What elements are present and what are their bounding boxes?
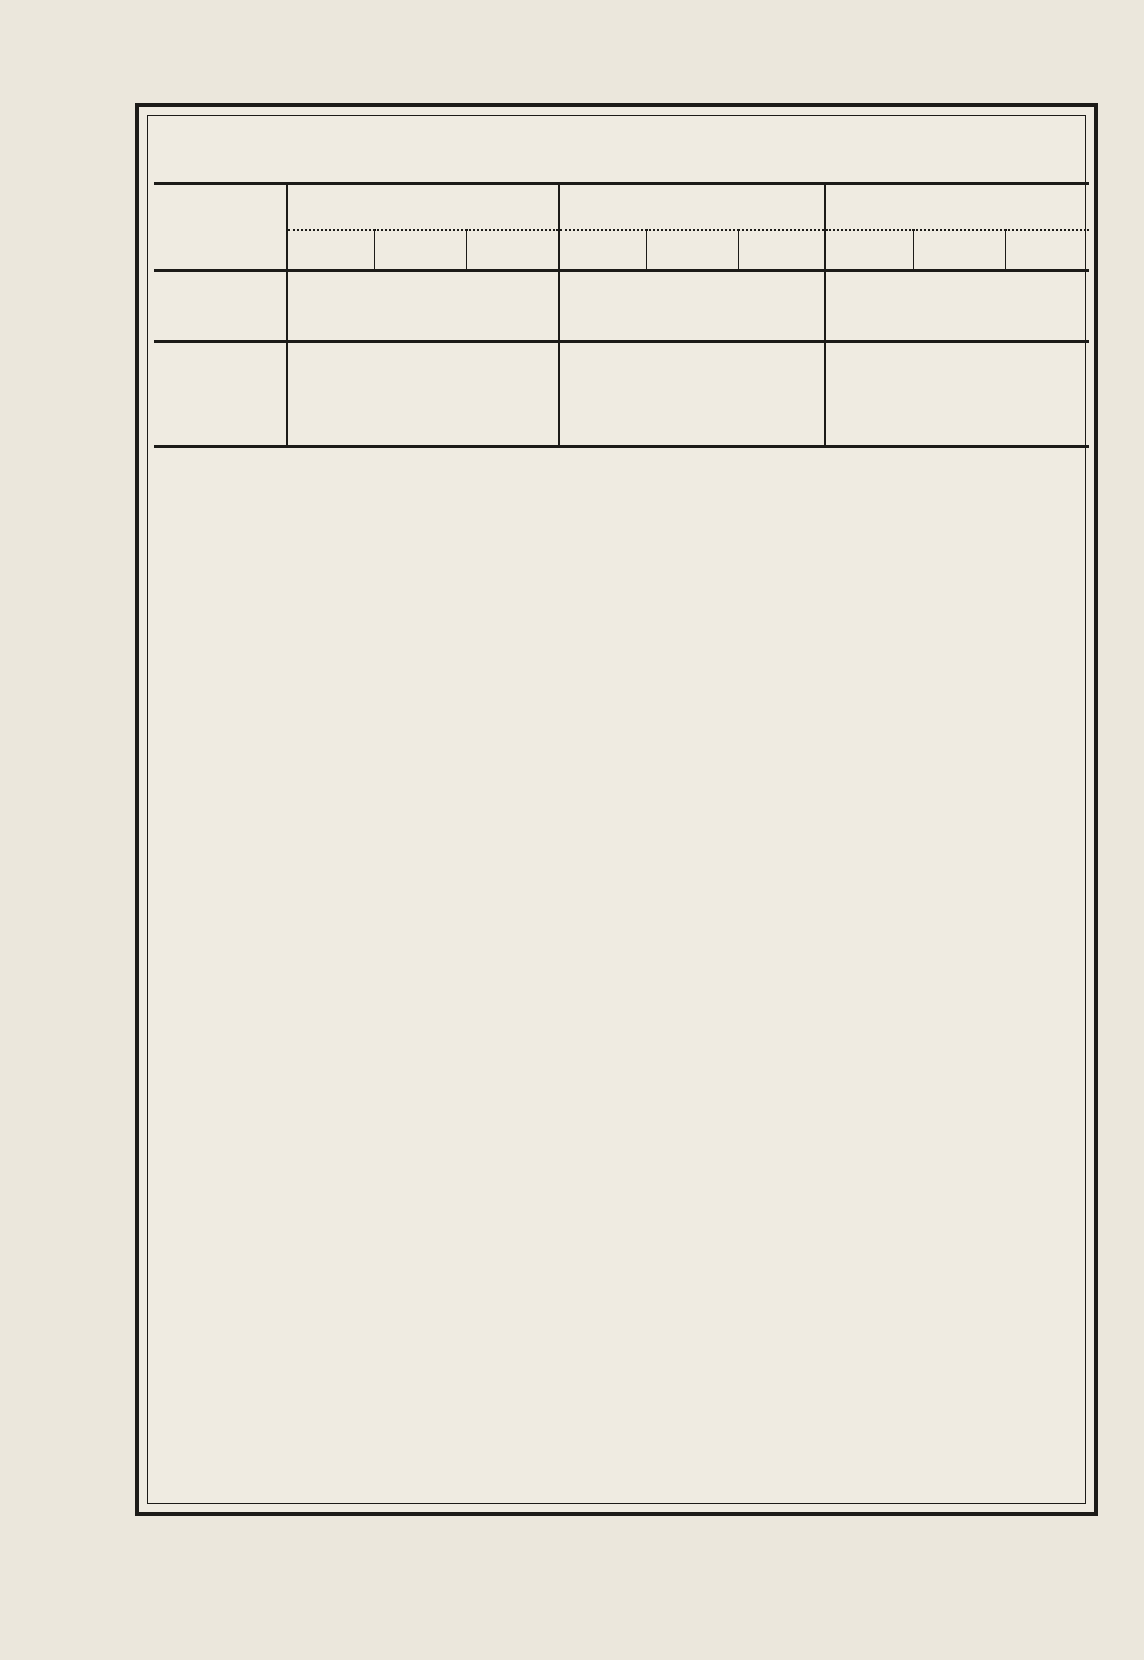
maxima-setembro: [825, 369, 1089, 391]
table-frame: [135, 103, 1098, 1516]
variacao-setembro: [825, 413, 1089, 447]
media-mensal-agosto: [559, 271, 826, 342]
subheader-variacao: [467, 230, 559, 271]
year-label: [154, 184, 287, 271]
minima-setembro: [825, 391, 1089, 413]
table-inner-border: [147, 115, 1086, 1504]
mez-label: [154, 413, 287, 447]
subheader-variacao: [738, 230, 825, 271]
subheader-variacao: [1005, 230, 1089, 271]
extremas-units: [825, 342, 1089, 370]
subheader-tarde: [913, 230, 1005, 271]
subheader-manha: [559, 230, 647, 271]
variacao-julho: [287, 413, 559, 447]
minima-agosto: [559, 391, 826, 413]
minima-julho: [287, 391, 559, 413]
variacao-agosto: [559, 413, 826, 447]
subheader-tarde: [375, 230, 467, 271]
extremas-label: [154, 369, 287, 391]
maxima-julho: [287, 369, 559, 391]
extremas-units: [559, 342, 826, 370]
subheader-tarde: [646, 230, 738, 271]
media-mensal-julho: [287, 271, 559, 342]
month-header-agosto: [559, 184, 826, 231]
media-mensal-label: [154, 271, 287, 342]
extremas-units: [287, 342, 559, 370]
extremes-section: [154, 342, 1089, 447]
media-mensal-setembro: [825, 271, 1089, 342]
do-label: [154, 391, 287, 413]
declination-table: [154, 182, 1089, 448]
subheader-manha: [287, 230, 375, 271]
maxima-agosto: [559, 369, 826, 391]
subheader-manha: [825, 230, 913, 271]
monthly-mean-section: [154, 271, 1089, 342]
month-header-setembro: [825, 184, 1089, 231]
month-header-julho: [287, 184, 559, 231]
